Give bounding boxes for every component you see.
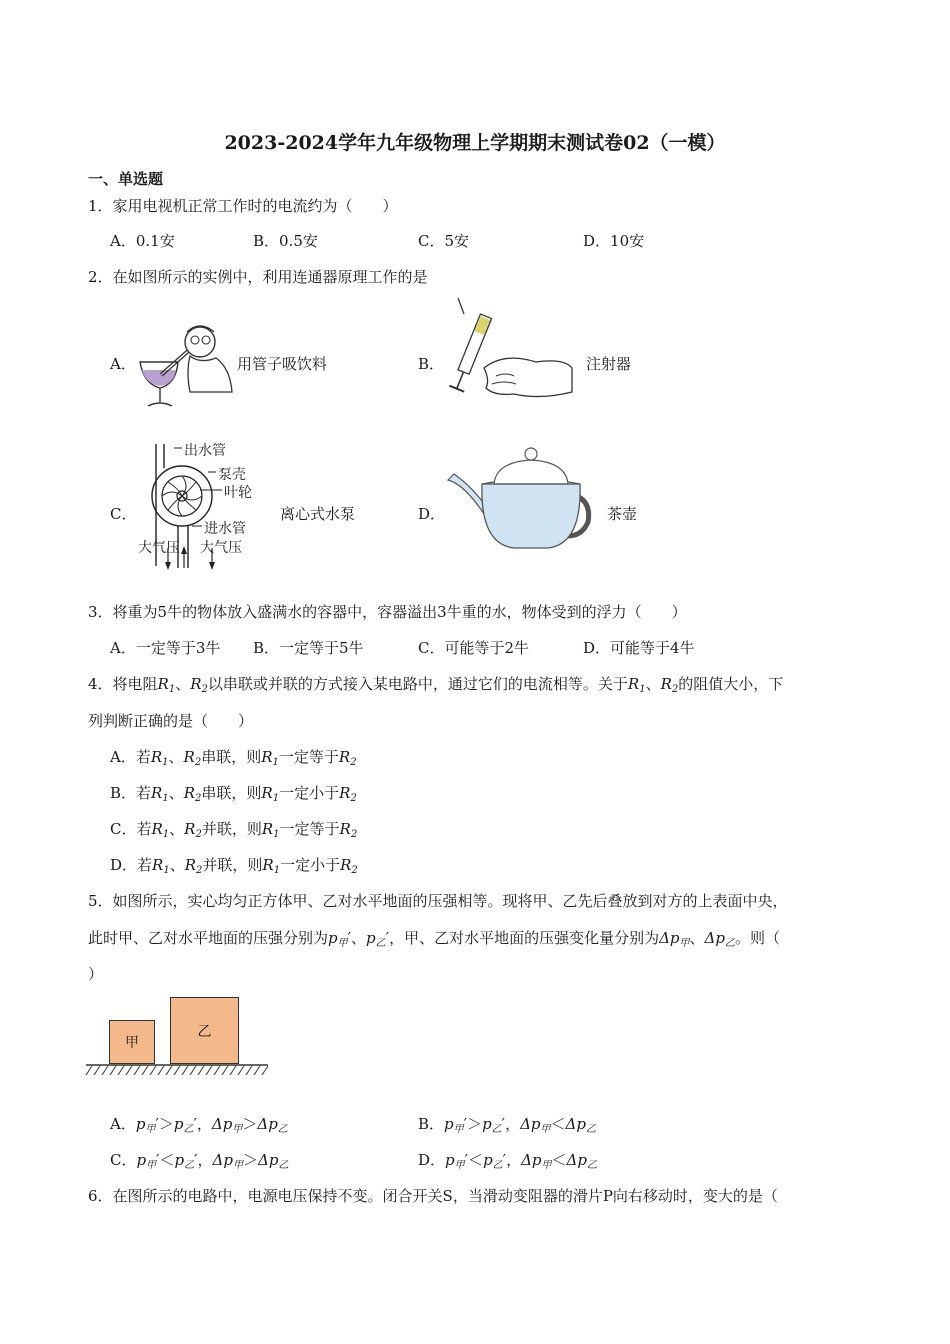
q5-option-a: A．$p_甲'>p_乙'$，$\Delta p_甲>\Delta p_乙$ [110, 1115, 288, 1135]
q3-option-d: D．可能等于4牛 [583, 639, 695, 657]
q1-option-a: A．0.1安 [110, 232, 175, 250]
q4-option-a: A．若$R_1$、$R_2$串联，则$R_1$一定等于$R_2$ [110, 748, 357, 768]
q2-option-c-caption: 离心式水泵 [280, 505, 356, 523]
q4-option-d: D．若$R_1$、$R_2$并联，则$R_1$一定小于$R_2$ [110, 856, 358, 876]
q3-option-b: B．一定等于5牛 [253, 639, 364, 657]
question-2-stem: 2．在如图所示的实例中，利用连通器原理工作的是 [88, 268, 428, 286]
question-5-line-2: 此时甲、乙对水平地面的压强分别为$p_甲'$、$p_乙'$，甲、乙对水平地面的压强变化量分别为$\Delta p_甲$、$\Delta p_乙$。则（ [88, 929, 780, 949]
block-yi-label: 乙 [197, 1023, 212, 1040]
q1-option-b: B．0.5安 [253, 232, 318, 250]
q3-option-c: C．可能等于2牛 [418, 639, 530, 657]
pump-label-impeller: 叶轮 [224, 485, 252, 501]
pump-label-atm-right: 大气压 [200, 540, 242, 556]
question-4-line-2: 列判断正确的是（ ） [88, 712, 254, 730]
section-heading: 一、单选题 [88, 170, 164, 188]
straw-drinking-figure [130, 322, 235, 414]
q4-option-b: B．若$R_1$、$R_2$串联，则$R_1$一定小于$R_2$ [110, 784, 357, 804]
page-title: 2023-2024学年九年级物理上学期期末测试卷02（一模） [224, 132, 726, 154]
q5-option-b: B．$p_甲'>p_乙'$，$\Delta p_甲<\Delta p_乙$ [418, 1115, 596, 1135]
q3-option-a: A．一定等于3牛 [110, 639, 221, 657]
pump-label-inlet: 进水管 [204, 521, 246, 537]
pump-label-outlet: 出水管 [184, 443, 226, 459]
pump-label-atm-left: 大气压 [138, 540, 180, 556]
q1-option-c: C．5安 [418, 232, 470, 250]
ground-hatching [86, 1064, 268, 1078]
q2-option-a-caption: 用管子吸饮料 [237, 355, 328, 373]
q2-option-b-letter: B． [418, 355, 445, 373]
teapot-figure [444, 444, 594, 550]
question-3-stem: 3．将重为5牛的物体放入盛满水的容器中，容器溢出3牛重的水，物体受到的浮力（ ） [88, 603, 687, 621]
question-5-line-1: 5．如图所示，实心均匀正方体甲、乙对水平地面的压强相等。现将甲、乙先后叠放到对方的上表面中央， [88, 892, 788, 910]
q5-option-c: C．$p_甲'<p_乙'$，$\Delta p_甲>\Delta p_乙$ [110, 1151, 289, 1171]
question-4-line-1: 4．将电阻$R_1$、$R_2$以串联或并联的方式接入某电路中，通过它们的电流相等。关于$R_1$、$R_2$的阻值大小，下 [88, 675, 784, 695]
q2-option-a-letter: A． [110, 355, 136, 373]
q4-option-c: C．若$R_1$、$R_2$并联，则$R_1$一定等于$R_2$ [110, 820, 358, 840]
block-jia [109, 1020, 155, 1064]
block-jia-label: 甲 [125, 1035, 139, 1051]
q2-option-d-caption: 茶壶 [607, 505, 638, 523]
question-5-line-3: ） [88, 965, 104, 983]
q5-option-d: D．$p_甲'<p_乙'$，$\Delta p_甲<\Delta p_乙$ [418, 1151, 597, 1171]
q2-option-c-letter: C． [110, 505, 137, 523]
question-6-stem: 6．在图所示的电路中，电源电压保持不变。闭合开关S，当滑动变阻器的滑片P向右移动时，变大的是（ [88, 1187, 778, 1205]
question-1-stem: 1．家用电视机正常工作时的电流约为（ ） [88, 197, 398, 215]
q1-option-d: D．10安 [583, 232, 645, 250]
pump-label-casing: 泵壳 [218, 467, 246, 483]
q2-option-d-letter: D． [418, 505, 446, 523]
syringe-in-hand-figure [444, 296, 574, 408]
q2-option-b-caption: 注射器 [586, 355, 632, 373]
block-yi [170, 997, 239, 1064]
